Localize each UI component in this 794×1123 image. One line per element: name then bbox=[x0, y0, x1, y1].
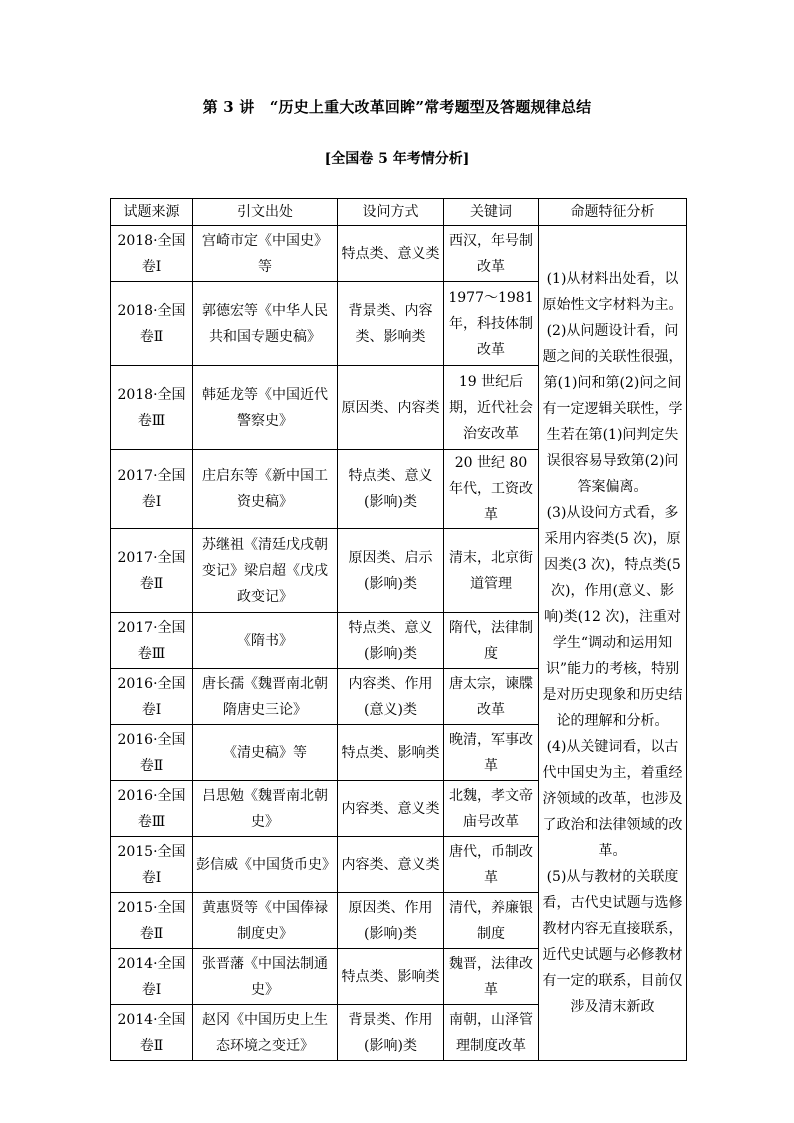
cell-citation: 赵冈《中国历史上生态环境之变迁》 bbox=[193, 1005, 338, 1061]
cell-source: 2014·全国卷Ⅱ bbox=[111, 1005, 193, 1061]
analysis-point: (2)从问题设计看，问题之间的关联性很强，第(1)问和第(2)问之间有一定逻辑关联性，学生若在第(1)问判定失误很容易导致第(2)问答案偏离。 bbox=[542, 323, 683, 495]
cell-source: 2015·全国卷Ⅱ bbox=[111, 893, 193, 949]
cell-question-type: 特点类、意义类 bbox=[338, 226, 444, 282]
cell-keyword: 唐代，币制改革 bbox=[444, 837, 539, 893]
cell-question-type: 特点类、意义(影响)类 bbox=[338, 450, 444, 529]
cell-source: 2018·全国卷Ⅱ bbox=[111, 282, 193, 366]
cell-citation: 庄启东等《新中国工资史稿》 bbox=[193, 450, 338, 529]
cell-question-type: 背景类、作用(影响)类 bbox=[338, 1005, 444, 1061]
cell-source: 2016·全国卷Ⅲ bbox=[111, 781, 193, 837]
cell-keyword: 西汉，年号制改革 bbox=[444, 226, 539, 282]
cell-keyword: 南朝，山泽管理制度改革 bbox=[444, 1005, 539, 1061]
cell-keyword: 北魏，孝文帝庙号改革 bbox=[444, 781, 539, 837]
cell-citation: 彭信威《中国货币史》 bbox=[193, 837, 338, 893]
cell-keyword: 19 世纪后期，近代社会治安改革 bbox=[444, 366, 539, 450]
cell-citation: 《清史稿》等 bbox=[193, 725, 338, 781]
cell-question-type: 特点类、影响类 bbox=[338, 949, 444, 1005]
cell-citation: 张晋藩《中国法制通史》 bbox=[193, 949, 338, 1005]
header-citation: 引文出处 bbox=[193, 199, 338, 226]
cell-source: 2018·全国卷Ⅰ bbox=[111, 226, 193, 282]
cell-keyword: 晚清，军事改革 bbox=[444, 725, 539, 781]
cell-citation: 苏继祖《清廷戊戌朝变记》梁启超《戊戌政变记》 bbox=[193, 529, 338, 613]
cell-question-type: 原因类、启示(影响)类 bbox=[338, 529, 444, 613]
cell-citation: 《隋书》 bbox=[193, 613, 338, 669]
cell-keyword: 20 世纪 80 年代，工资改革 bbox=[444, 450, 539, 529]
cell-question-type: 特点类、意义(影响)类 bbox=[338, 613, 444, 669]
cell-keyword: 清末，北京街道管理 bbox=[444, 529, 539, 613]
cell-question-type: 内容类、作用(意义)类 bbox=[338, 669, 444, 725]
analysis-cell bbox=[539, 226, 687, 1061]
cell-keyword: 魏晋，法律改革 bbox=[444, 949, 539, 1005]
cell-question-type: 内容类、意义类 bbox=[338, 781, 444, 837]
page-title: 第 3 讲 “历史上重大改革回眸”常考题型及答题规律总结 bbox=[202, 98, 592, 116]
cell-keyword: 隋代，法律制度 bbox=[444, 613, 539, 669]
cell-citation: 韩延龙等《中国近代警察史》 bbox=[193, 366, 338, 450]
header-question-type: 设问方式 bbox=[338, 199, 444, 226]
cell-keyword: 清代，养廉银制度 bbox=[444, 893, 539, 949]
header-keyword: 关键词 bbox=[444, 199, 539, 226]
table-header-row bbox=[111, 199, 687, 226]
cell-source: 2016·全国卷Ⅰ bbox=[111, 669, 193, 725]
analysis-point: (3)从设问方式看，多采用内容类(5 次)，原因类(3 次)，特点类(5 次)，作用(意义、影响)类(12 次)，注重对学生“调动和运用知识”能力的考核，特别是对历史现象和历史结论的理解和分析。 bbox=[542, 505, 683, 729]
header-analysis: 命题特征分析 bbox=[539, 199, 687, 226]
cell-question-type: 特点类、影响类 bbox=[338, 725, 444, 781]
table-row bbox=[111, 226, 687, 282]
analysis-point: (5)从与教材的关联度看，古代史试题与选修教材内容无直接联系，近代史试题与必修教材有一定的联系，目前仅涉及清末新政 bbox=[542, 869, 683, 1015]
section-subtitle: [全国卷 5 年考情分析] bbox=[324, 151, 470, 167]
cell-source: 2017·全国卷Ⅱ bbox=[111, 529, 193, 613]
cell-source: 2018·全国卷Ⅲ bbox=[111, 366, 193, 450]
analysis-point: (4)从关键词看，以古代中国史为主，着重经济领域的改革，也涉及了政治和法律领域的改革。 bbox=[542, 739, 683, 859]
exam-analysis-table bbox=[110, 198, 687, 1061]
cell-citation: 宫崎市定《中国史》等 bbox=[193, 226, 338, 282]
cell-source: 2014·全国卷Ⅰ bbox=[111, 949, 193, 1005]
cell-citation: 唐长孺《魏晋南北朝隋唐史三论》 bbox=[193, 669, 338, 725]
cell-keyword: 1977～1981年，科技体制改革 bbox=[444, 282, 539, 366]
cell-source: 2016·全国卷Ⅱ bbox=[111, 725, 193, 781]
cell-citation: 黄惠贤等《中国俸禄制度史》 bbox=[193, 893, 338, 949]
cell-keyword: 唐太宗，谏牒改革 bbox=[444, 669, 539, 725]
cell-source: 2017·全国卷Ⅲ bbox=[111, 613, 193, 669]
analysis-point: (1)从材料出处看，以原始性文字材料为主。 bbox=[542, 271, 683, 313]
header-source: 试题来源 bbox=[111, 199, 193, 226]
cell-question-type: 背景类、内容类、影响类 bbox=[338, 282, 444, 366]
cell-question-type: 内容类、意义类 bbox=[338, 837, 444, 893]
cell-citation: 郭德宏等《中华人民共和国专题史稿》 bbox=[193, 282, 338, 366]
cell-question-type: 原因类、内容类 bbox=[338, 366, 444, 450]
cell-source: 2015·全国卷Ⅰ bbox=[111, 837, 193, 893]
cell-question-type: 原因类、作用(影响)类 bbox=[338, 893, 444, 949]
cell-citation: 吕思勉《魏晋南北朝史》 bbox=[193, 781, 338, 837]
cell-source: 2017·全国卷Ⅰ bbox=[111, 450, 193, 529]
